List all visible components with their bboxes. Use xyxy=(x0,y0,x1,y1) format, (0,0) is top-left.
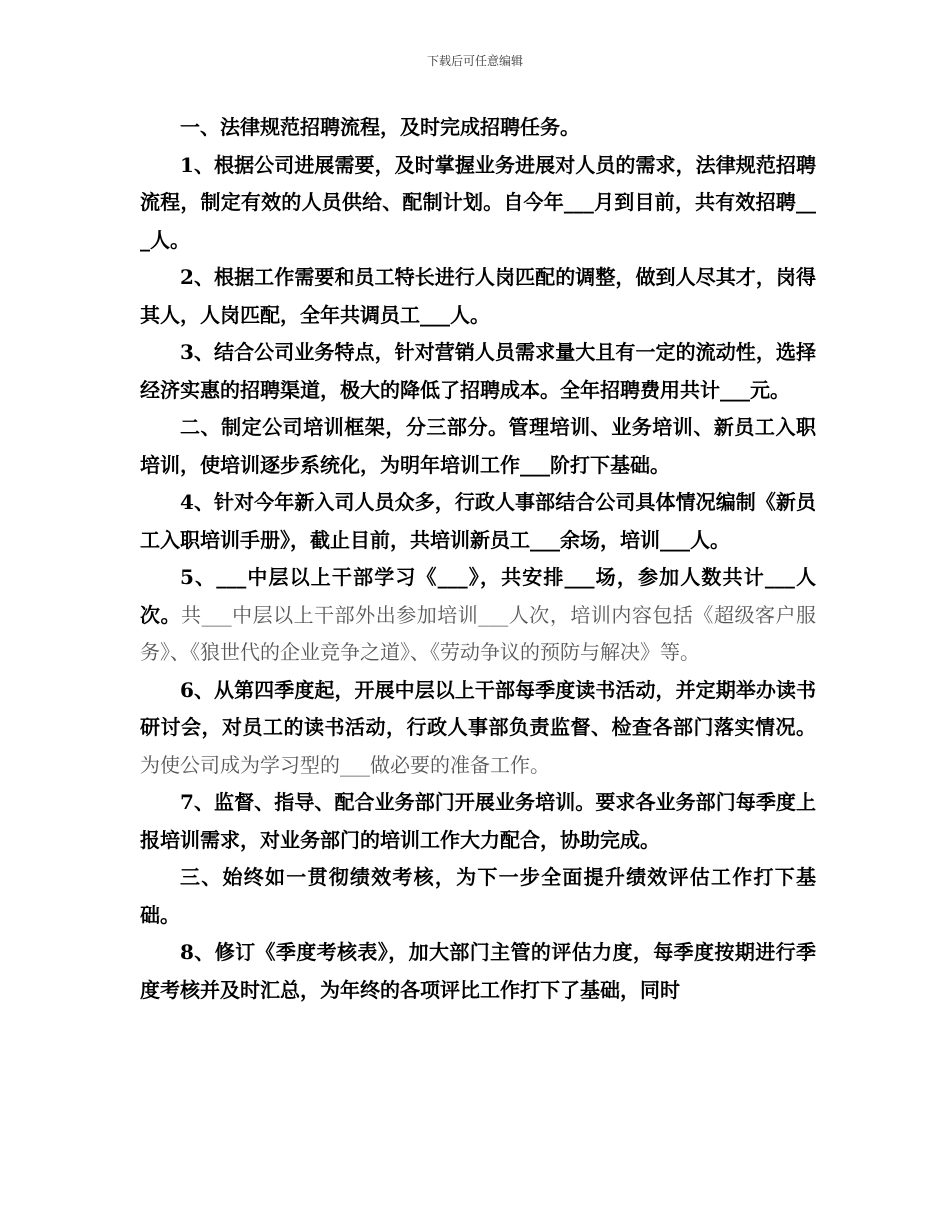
paragraph-text: 6、从第四季度起，开展中层以上干部每季度读书活动，并定期举办读书研讨会，对员工的读书活动，行政人事部负责监督、检查各部门落实情况。 xyxy=(140,677,816,739)
paragraph-item-6 xyxy=(140,672,816,785)
paragraph-text: 4、针对今年新入司人员众多，行政人事部结合公司具体情况编制《新员工入职培训手册》，截止目前，共培训新员工___余场，培训___人。 xyxy=(140,490,816,552)
paragraph-text: 3、结合公司业务特点，针对营销人员需求量大且有一定的流动性，选择经济实惠的招聘渠道，极大的降低了招聘成本。全年招聘费用共计___元。 xyxy=(140,340,816,402)
page-header-note: 下载后可任意编辑 xyxy=(426,54,523,68)
paragraph-text: 三、始终如一贯彻绩效考核，为下一步全面提升绩效评估工作打下基础。 xyxy=(140,865,816,927)
section-heading-recruitment xyxy=(140,109,816,147)
paragraph-text-light: 为使公司成为学习型的___做必要的准备工作。 xyxy=(140,752,550,777)
paragraph-text: 2、根据工作需要和员工特长进行人岗匹配的调整，做到人尽其才，岗得其人，人岗匹配，全年共调员工___人。 xyxy=(140,265,816,327)
paragraph-item-3 xyxy=(140,334,816,409)
paragraph-text: 5、___中层以上干部学习《___》，共安排___场，参加人数共计___人次。 xyxy=(140,565,816,627)
paragraph-text: 二、制定公司培训框架，分三部分。管理培训、业务培训、新员工入职培训，使培训逐步系统化，为明年培训工作___阶打下基础。 xyxy=(140,415,816,477)
paragraph-item-8 xyxy=(140,934,816,1009)
paragraph-item-1 xyxy=(140,147,816,260)
paragraph-item-5 xyxy=(140,559,816,672)
paragraph-text: 1、根据公司进展需要，及时掌握业务进展对人员的需求，法律规范招聘流程，制定有效的人员供给、配制计划。自今年___月到目前，共有效招聘___人。 xyxy=(140,152,816,252)
paragraph-text: 7、监督、指导、配合业务部门开展业务培训。要求各业务部门每季度上报培训需求，对业务部门的培训工作大力配合，协助完成。 xyxy=(140,790,816,852)
paragraph-text-light: 共___中层以上干部外出参加培训___人次，培训内容包括《超级客户服务》、《狼世代的企业竞争之道》、《劳动争议的预防与解决》等。 xyxy=(140,602,817,664)
section-heading-performance xyxy=(140,859,816,934)
paragraph-item-2 xyxy=(140,259,816,334)
paragraph-item-4 xyxy=(140,484,816,559)
paragraph-text: 8、修订《季度考核表》，加大部门主管的评估力度，每季度按期进行季度考核并及时汇总，为年终的各项评比工作打下了基础，同时 xyxy=(140,940,816,1002)
section-heading-training xyxy=(140,409,816,484)
document-body xyxy=(140,109,816,1009)
paragraph-item-7 xyxy=(140,784,816,859)
paragraph-text: 一、法律规范招聘流程，及时完成招聘任务。 xyxy=(180,115,580,139)
